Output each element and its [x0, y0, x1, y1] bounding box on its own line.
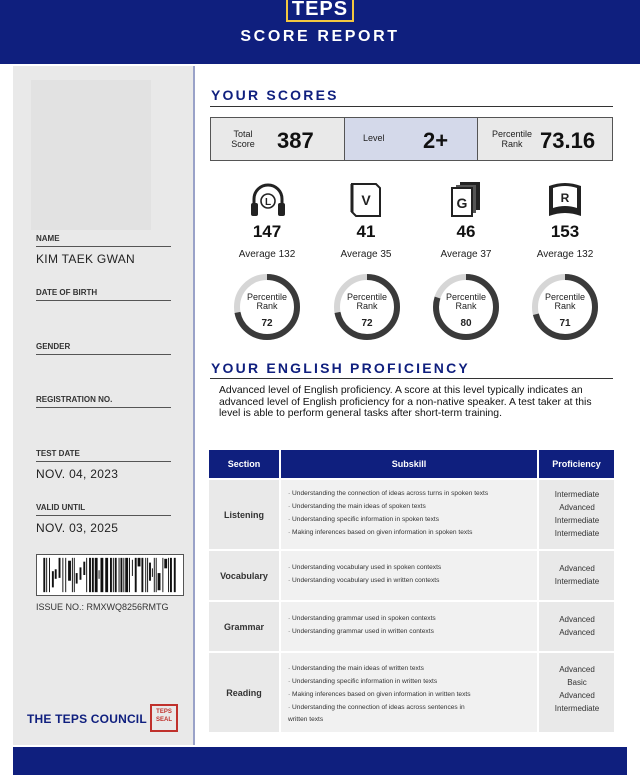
subskill-table — [209, 450, 614, 732]
proficiency-value: Advanced — [559, 564, 595, 573]
title-underline — [210, 378, 613, 379]
field-divider — [36, 246, 171, 247]
field-value-test-date: NOV. 04, 2023 — [36, 467, 119, 481]
listening-score: 147 — [252, 222, 282, 241]
table-cell — [539, 602, 614, 651]
grammar-rank-value: 80 — [460, 318, 472, 329]
column-divider — [193, 66, 195, 745]
level-value: 2+ — [423, 128, 449, 153]
listening-rank-label: Percentile Rank — [246, 292, 288, 311]
proficiency-value: Intermediate — [554, 704, 600, 713]
field-divider — [36, 300, 171, 301]
reading-average: Average 132 — [536, 249, 594, 260]
total-score-cell — [211, 118, 344, 160]
scores-title: YOUR SCORES — [211, 87, 339, 103]
subskill-item: · Understanding grammar used in spoken contexts — [288, 615, 436, 622]
level-label: Level — [363, 133, 385, 143]
teps-logo: TEPS — [286, 0, 354, 22]
table-cell — [281, 551, 537, 600]
section-grammar: Grammar — [223, 622, 265, 632]
field-label-gender: GENDER — [36, 342, 71, 351]
svg-text:R: R — [560, 191, 570, 205]
header-subskill: Subskill — [281, 450, 537, 478]
issue-number: ISSUE NO.: RMXWQ8256RMTG — [36, 602, 169, 612]
subskill-item: · Understanding vocabulary used in written contexts — [288, 577, 440, 584]
subskill-item: · Understanding the connection of ideas across turns in spoken texts — [288, 490, 489, 497]
proficiency-value: Advanced — [559, 691, 595, 700]
reading-book-icon — [545, 180, 585, 218]
candidate-photo — [31, 80, 151, 230]
subskill-item: · Understanding the main ideas of spoken texts — [288, 503, 426, 510]
title-underline — [210, 106, 613, 107]
percentile-cell — [478, 118, 612, 160]
subskill-item: · Understanding specific information in written texts — [288, 678, 438, 685]
proficiency-title: YOUR ENGLISH PROFICIENCY — [211, 360, 470, 376]
level-cell — [344, 118, 478, 160]
score-summary-box — [210, 117, 613, 161]
field-label-name: NAME — [36, 234, 60, 243]
report-header — [0, 0, 640, 64]
table-cell — [539, 551, 614, 600]
vocabulary-rank-value: 72 — [361, 318, 373, 329]
proficiency-value: Advanced — [559, 503, 595, 512]
proficiency-value: Basic — [567, 678, 587, 687]
reading-rank-value: 71 — [559, 318, 571, 329]
percentile-value: 73.16 — [540, 128, 596, 153]
table-cell — [281, 602, 537, 651]
section-listening: Listening — [224, 510, 264, 520]
headphones-icon — [248, 180, 288, 218]
svg-text:G: G — [456, 195, 468, 211]
barcode — [36, 554, 184, 596]
candidate-sidebar — [13, 66, 193, 745]
svg-text:V: V — [361, 192, 371, 208]
report-title: SCORE REPORT — [240, 28, 400, 45]
field-divider — [36, 515, 171, 516]
proficiency-value: Advanced — [559, 628, 595, 637]
subskill-item: written texts — [288, 716, 324, 723]
subskill-item: · Understanding the connection of ideas across sentences in — [288, 704, 465, 711]
reading-score: 153 — [550, 222, 580, 241]
grammar-book-icon — [446, 180, 486, 218]
section-vocabulary: Vocabulary — [220, 571, 268, 581]
vocabulary-book-icon — [346, 180, 386, 218]
subskill-item: · Making inferences based on given information in written texts — [288, 691, 471, 698]
proficiency-value: Advanced — [559, 665, 595, 674]
proficiency-value: Intermediate — [554, 529, 600, 538]
svg-text:L: L — [264, 197, 272, 208]
proficiency-value: Intermediate — [554, 577, 600, 586]
proficiency-value: Advanced — [559, 615, 595, 624]
percentile-label: Percentile Rank — [491, 129, 533, 149]
vocabulary-score: 41 — [356, 222, 376, 241]
subskill-item: · Making inferences based on given information in spoken texts — [288, 529, 473, 536]
total-score-value: 387 — [277, 128, 314, 153]
vocabulary-rank-label: Percentile Rank — [346, 292, 388, 311]
field-label-dob: DATE OF BIRTH — [36, 288, 98, 297]
grammar-rank-label: Percentile Rank — [445, 292, 487, 311]
subskill-item: · Understanding specific information in spoken texts — [288, 516, 439, 523]
field-value-valid-until: NOV. 03, 2025 — [36, 521, 119, 535]
subskill-item: · Understanding vocabulary used in spoken contexts — [288, 564, 442, 571]
proficiency-value: Intermediate — [554, 516, 600, 525]
section-reading: Reading — [226, 688, 262, 698]
listening-rank-value: 72 — [261, 318, 273, 329]
reading-rank-label: Percentile Rank — [544, 292, 586, 311]
field-divider — [36, 461, 171, 462]
grammar-average: Average 37 — [440, 249, 492, 260]
field-value-name: KIM TAEK GWAN — [36, 252, 136, 266]
proficiency-description: Advanced level of English proficiency. A score at this level typically indicates an advanced level of English proficiency for a non-native speaker. A test taker at this level is able to perform general tasks after short-term training. — [219, 385, 592, 420]
field-label-valid-until: VALID UNTIL — [36, 503, 86, 512]
field-divider — [36, 407, 171, 408]
field-label-test-date: TEST DATE — [36, 449, 80, 458]
field-label-registration: REGISTRATION NO. — [36, 395, 113, 404]
council-seal-icon: TEPS SEAL — [150, 704, 178, 732]
proficiency-value: Intermediate — [554, 490, 600, 499]
vocabulary-average: Average 35 — [340, 249, 392, 260]
listening-average: Average 132 — [238, 249, 296, 260]
header-section: Section — [209, 450, 279, 478]
report-footer — [13, 747, 627, 775]
total-score-label: Total Score — [231, 129, 255, 149]
teps-council-name: THE TEPS COUNCIL — [27, 712, 147, 726]
header-proficiency: Proficiency — [539, 450, 614, 478]
subskill-item: · Understanding the main ideas of written texts — [288, 665, 424, 672]
field-divider — [36, 354, 171, 355]
grammar-score: 46 — [456, 222, 476, 241]
subskill-item: · Understanding grammar used in written contexts — [288, 628, 434, 635]
